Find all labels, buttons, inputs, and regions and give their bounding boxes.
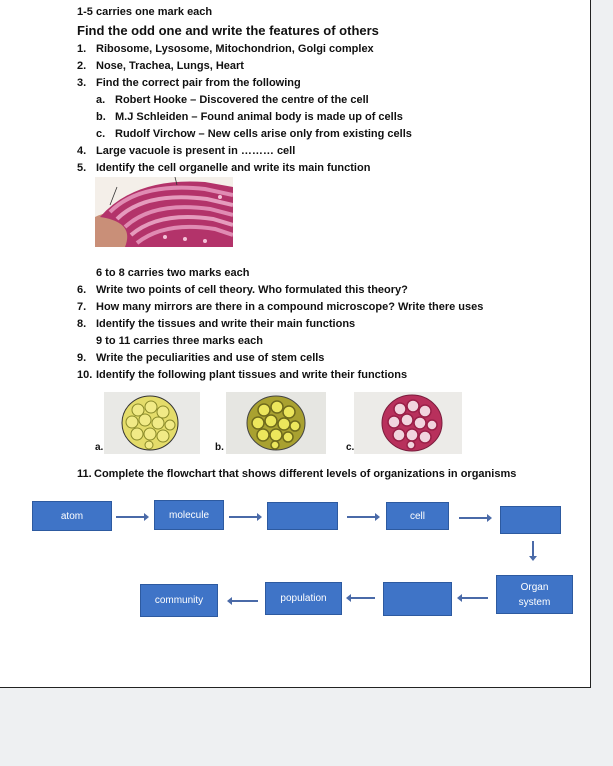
flow-arrow: [347, 516, 377, 518]
question-text: Nose, Trachea, Lungs, Heart: [96, 60, 244, 72]
flow-box-cell: cell: [386, 502, 449, 530]
question-number: 8.: [77, 318, 87, 330]
flow-arrow: [459, 517, 489, 519]
option-letter: c.: [96, 128, 106, 140]
question-text: Identify the cell organelle and write its main function: [96, 162, 371, 174]
tissue-image-b: [226, 392, 326, 454]
question-10: [77, 368, 407, 382]
tissue-image-a: [104, 392, 200, 454]
question-3: [77, 76, 301, 90]
flow-box-blank-2: [500, 506, 561, 534]
question-6: [77, 283, 408, 297]
option-text: Rudolf Virchow – New cells arise only from existing cells: [115, 128, 412, 140]
question-text: Find the correct pair from the following: [96, 77, 301, 89]
flow-box-atom: atom: [32, 501, 112, 531]
option-text: Robert Hooke – Discovered the centre of the cell: [115, 94, 369, 106]
question-1: [77, 42, 374, 56]
flow-box-molecule: molecule: [154, 500, 224, 530]
question-8: [77, 317, 355, 331]
flow-arrow-down: [532, 541, 534, 558]
question-number: 10.: [77, 369, 93, 381]
tissue-label-b: b.: [215, 442, 224, 453]
flow-arrow: [230, 600, 258, 602]
main-heading: Find the odd one and write the features of others: [77, 23, 379, 38]
section1-heading: 1-5 carries one mark each: [77, 6, 213, 18]
tissue-label-a: a.: [95, 442, 104, 453]
question-number: 2.: [77, 60, 87, 72]
question-text: Identify the tissues and write their main functions: [96, 318, 356, 330]
option-b: [96, 110, 403, 124]
question-text: Identify the following plant tissues and write their functions: [96, 369, 408, 381]
question-text: Large vacuole is present in ……… cell: [96, 145, 296, 157]
option-c: [96, 127, 412, 141]
flow-box-organ-system: [496, 575, 573, 614]
option-letter: a.: [96, 94, 106, 106]
question-number: 9.: [77, 352, 87, 364]
flow-box-community: community: [140, 584, 218, 617]
tissue-label-c: c.: [346, 442, 355, 453]
option-letter: b.: [96, 111, 106, 123]
question-number: 4.: [77, 145, 87, 157]
question-number: 1.: [77, 43, 87, 55]
question-number: 11.: [77, 468, 92, 480]
question-number: 5.: [77, 162, 87, 174]
question-number: 3.: [77, 77, 87, 89]
cell-organelle-image: [95, 177, 233, 247]
option-a: [96, 93, 369, 107]
section2-heading: 6 to 8 carries two marks each: [96, 267, 250, 279]
organ-system-line1: Organ: [520, 581, 549, 593]
question-text: Ribosome, Lysosome, Mitochondrion, Golgi complex: [96, 43, 374, 55]
option-text: M.J Schleiden – Found animal body is made up of cells: [115, 111, 403, 123]
question-text: How many mirrors are there in a compound microscope? Write there uses: [96, 301, 484, 313]
question-7: [77, 300, 483, 314]
flow-box-blank-1: [267, 502, 338, 530]
flow-arrow: [460, 597, 488, 599]
tissue-image-c: [354, 392, 462, 454]
question-number: 7.: [77, 301, 87, 313]
flow-box-blank-3: [383, 582, 452, 616]
section3-heading: 9 to 11 carries three marks each: [96, 335, 263, 347]
flow-arrow: [229, 516, 259, 518]
question-11: [77, 467, 516, 481]
question-5: [77, 161, 370, 175]
question-number: 6.: [77, 284, 87, 296]
flow-arrow: [349, 597, 375, 599]
flow-arrow: [116, 516, 146, 518]
question-2: [77, 59, 244, 73]
question-text: Write two points of cell theory. Who formulated this theory?: [96, 284, 408, 296]
question-4: [77, 144, 295, 158]
question-9: [77, 351, 324, 365]
question-text: Complete the flowchart that shows different levels of organizations in organisms: [94, 468, 517, 480]
organ-system-line2: system: [518, 596, 551, 608]
question-text: Write the peculiarities and use of stem cells: [96, 352, 325, 364]
flow-box-population: population: [265, 582, 342, 615]
